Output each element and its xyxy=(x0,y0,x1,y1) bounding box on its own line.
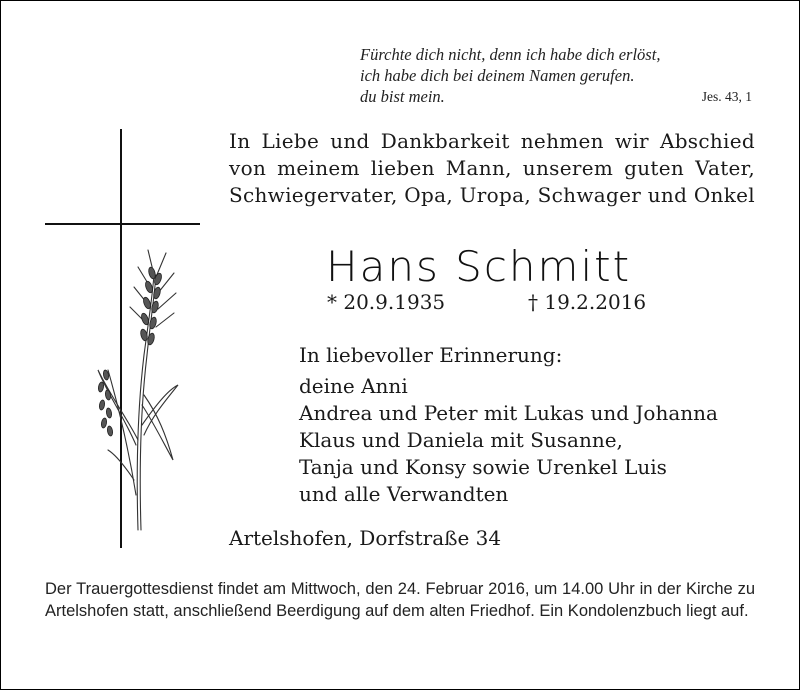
memory-heading: In liebevoller Erinnerung: xyxy=(299,343,563,367)
verse-line-3: du bist mein. xyxy=(360,87,445,106)
survivors-list xyxy=(299,373,718,508)
family-address: Artelshofen, Dorfstraße 34 xyxy=(229,526,502,550)
wheat-icon xyxy=(78,245,188,535)
list-item: Klaus und Daniela mit Susanne, xyxy=(299,428,623,452)
birth-date: * 20.9.1935 xyxy=(327,290,446,314)
bible-verse xyxy=(360,44,752,107)
list-item: deine Anni xyxy=(299,374,408,398)
verse-line-2: ich habe dich bei deinem Namen gerufen. xyxy=(360,66,635,85)
verse-line-1: Fürchte dich nicht, denn ich habe dich erlöst, xyxy=(360,45,661,64)
cross-horizontal-bar xyxy=(45,223,200,225)
funeral-service-info: Der Trauergottesdienst findet am Mittwoch, den 24. Februar 2016, um 14.00 Uhr in der Kirche zu Artelshofen statt, anschließend Beerdigung auf dem alten Friedhof. Ein Kondolenzbuch liegt auf. xyxy=(45,580,755,620)
farewell-intro: In Liebe und Dankbarkeit nehmen wir Abschied von meinem lieben Mann, unserem guten Vater, Schwiegervater, Opa, Uropa, Schwager und Onkel xyxy=(229,129,755,207)
list-item: und alle Verwandten xyxy=(299,482,509,506)
list-item: Andrea und Peter mit Lukas und Johanna xyxy=(299,401,718,425)
list-item: Tanja und Konsy sowie Urenkel Luis xyxy=(299,455,667,479)
verse-reference: Jes. 43, 1 xyxy=(701,89,752,104)
death-date: † 19.2.2016 xyxy=(528,290,647,314)
deceased-name: Hans Schmitt xyxy=(326,242,632,291)
